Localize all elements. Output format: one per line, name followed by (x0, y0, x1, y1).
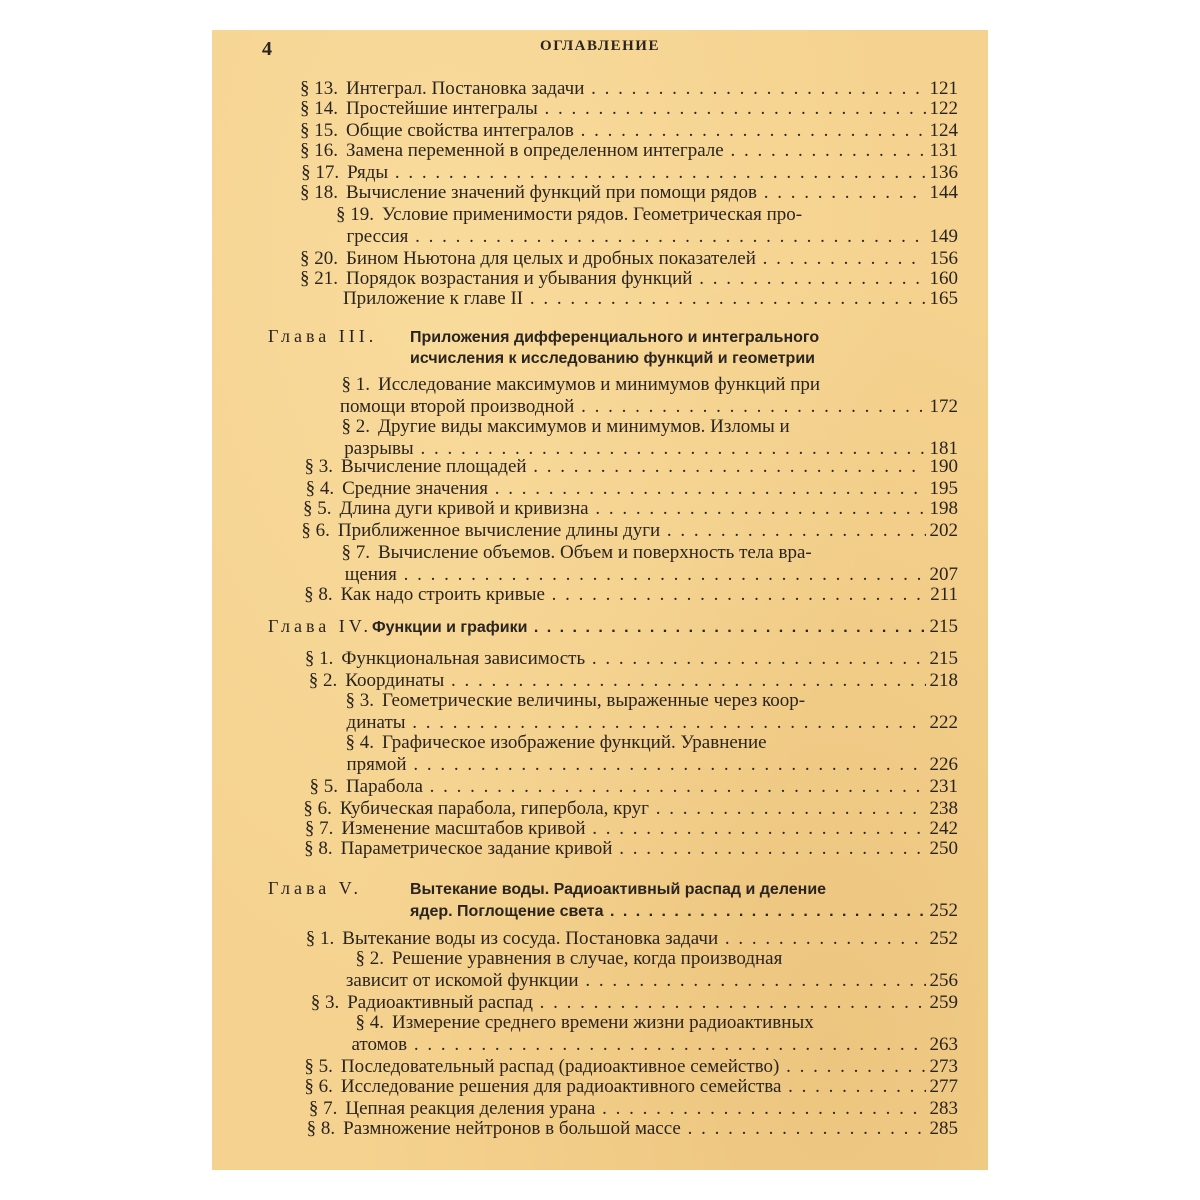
chapter-title: исчисления к исследованию функций и геометрии (410, 350, 815, 367)
toc-entry (300, 992, 958, 1013)
section-mark: § 6. (301, 520, 330, 541)
page-ref: 263 (929, 1034, 958, 1055)
chapter-title: Вытекание воды. Радиоактивный распад и деление (410, 881, 827, 898)
entry-title: Вытекание воды из сосуда. Постановка задачи . . . (334, 928, 925, 949)
entry-title: Функциональная зависимость . . . (333, 648, 925, 669)
section-mark: § 17. (301, 162, 340, 183)
entry-title: Размножение нейтронов в большой массе . . . (335, 1118, 925, 1139)
page-ref: 259 (929, 992, 958, 1013)
section-mark: § 4. (305, 478, 335, 499)
toc-entry-line (300, 690, 958, 711)
section-mark: § 16. (300, 140, 338, 161)
page-ref: 285 (929, 1118, 958, 1139)
entry-title: атомов . . . (343, 1034, 925, 1055)
toc-entry (300, 970, 958, 991)
entry-title: Измерение среднего времени жизни радиоактивных (392, 1012, 814, 1033)
toc-entry (300, 456, 958, 477)
entry-title: Другие виды максимумов и минимумов. Изломы и (378, 416, 790, 437)
toc-entry (300, 818, 958, 839)
toc-entry (300, 78, 958, 99)
section-mark: § 19. (336, 204, 374, 225)
entry-title: Приложение к главе II . . . (335, 288, 926, 309)
entry-title: Приближенное вычисление длины дуги . . . (330, 520, 926, 541)
page-ref: 273 (929, 1056, 958, 1077)
page-ref: 226 (929, 754, 958, 775)
entry-title: помощи второй производной . . . (332, 396, 926, 417)
page-ref: 222 (929, 712, 958, 733)
entry-title: Графическое изображение функций. Уравнение (382, 732, 767, 753)
page-ref: 231 (929, 776, 958, 797)
section-mark: § 1. (305, 928, 335, 949)
page-ref: 121 (929, 78, 958, 99)
page-ref: 198 (929, 498, 958, 519)
section-mark: § 7. (304, 818, 334, 839)
toc-entry (300, 98, 958, 119)
page-ref: 165 (929, 288, 958, 309)
section-mark: § 8. (304, 838, 333, 859)
entry-title: Кубическая парабола, гипербола, круг . . . (332, 798, 926, 819)
toc-entry (300, 1118, 958, 1139)
page-ref: 172 (929, 396, 958, 417)
entry-title: Вычисление значений функций при помощи рядов . . . (338, 182, 926, 203)
section-mark: § 6. (304, 1076, 333, 1097)
toc-entry (300, 712, 958, 733)
section-mark: § 20. (300, 248, 338, 269)
page-ref: 252 (929, 900, 958, 921)
page-ref: 131 (929, 140, 958, 161)
chapter-title: Функции и графики . . . (372, 617, 926, 638)
entry-title: Парабола . . . (338, 776, 926, 797)
entry-title: Исследование максимумов и минимумов функций при (378, 374, 821, 395)
page-ref: 190 (929, 456, 958, 477)
entry-title: прямой . . . (339, 754, 926, 775)
section-mark: § 7. (308, 1098, 338, 1119)
toc-entry-line (300, 204, 958, 225)
page-ref: 277 (929, 1076, 958, 1097)
entry-title: Длина дуги кривой и кривизна . . . (332, 498, 926, 519)
toc-entry-line (300, 948, 958, 969)
section-mark: § 21. (300, 268, 338, 289)
toc-entry (300, 584, 958, 605)
section-mark: § 1. (304, 648, 334, 669)
page-ref: 122 (929, 98, 958, 119)
toc-entry (300, 1034, 958, 1055)
page-ref: 207 (929, 564, 958, 585)
toc-entry-line (300, 1012, 958, 1033)
entry-title: Решение уравнения в случае, когда производная (392, 948, 783, 969)
toc-entry (300, 288, 958, 309)
entry-title: Радиоактивный распад . . . (339, 992, 925, 1013)
page-ref: 160 (929, 268, 958, 289)
page-ref: 144 (929, 182, 958, 203)
toc-entry (300, 120, 958, 141)
entry-title: динаты . . . (339, 712, 926, 733)
page-ref: 195 (929, 478, 958, 499)
toc-entry (300, 1076, 958, 1097)
toc-entry (300, 248, 958, 269)
toc-entry (300, 498, 958, 519)
entry-title: Средние значения . . . (334, 478, 925, 499)
toc-entry (300, 1056, 958, 1077)
entry-title: Ряды . . . (339, 162, 925, 183)
toc-entry (300, 754, 958, 775)
section-mark: § 7. (341, 542, 370, 563)
section-mark: § 13. (300, 78, 338, 99)
entry-title: щения . . . (337, 564, 926, 585)
toc-entry (300, 564, 958, 585)
page-ref: 252 (929, 928, 958, 949)
toc-entry (300, 182, 958, 203)
page-ref: 124 (929, 120, 958, 141)
page-ref: 181 (929, 438, 958, 459)
entry-title: Простейшие интегралы . . . (338, 98, 926, 119)
entry-title: Интеграл. Постановка задачи . . . (338, 78, 926, 99)
toc-entry (300, 1098, 958, 1119)
page-ref: 218 (929, 670, 958, 691)
entry-title: Цепная реакция деления урана . . . (337, 1098, 925, 1119)
entry-title: грессия . . . (338, 226, 925, 247)
section-mark: § 3. (310, 992, 340, 1013)
section-mark: § 8. (306, 1118, 336, 1139)
section-mark: § 2. (355, 948, 384, 969)
toc-entry-line (300, 732, 958, 753)
section-mark: § 14. (300, 98, 338, 119)
entry-title: Как надо строить кривые . . . (333, 584, 927, 605)
toc-entry (300, 268, 958, 289)
toc-entry (300, 140, 958, 161)
chapter-heading (268, 878, 958, 900)
page-ref: 156 (929, 248, 958, 269)
toc-entry-line (300, 416, 958, 437)
section-mark: § 4. (345, 732, 374, 753)
entry-title: Изменение масштабов кривой . . . (333, 818, 925, 839)
toc-entry (300, 520, 958, 541)
entry-title: зависит от искомой функции . . . (338, 970, 926, 991)
chapter-label: Глава III. (268, 326, 378, 346)
toc-entry (300, 226, 958, 247)
page-ref: 202 (929, 520, 958, 541)
chapter-title: Приложения дифференциального и интегрального (410, 329, 820, 346)
toc-entry (300, 928, 958, 949)
entry-title: Общие свойства интегралов . . . (338, 120, 926, 141)
page-ref: 256 (929, 970, 958, 991)
section-mark: § 15. (300, 120, 338, 141)
page-ref: 242 (929, 818, 958, 839)
entry-title: Бином Ньютона для целых и дробных показателей . . . (338, 248, 926, 269)
page-ref: 211 (930, 584, 958, 605)
chapter-title: ядер. Поглощение света . . . (410, 901, 926, 922)
toc-entry (300, 648, 958, 669)
section-mark: § 1. (341, 374, 370, 395)
entry-title: Геометрические величины, выраженные через коор- (382, 690, 806, 711)
entry-title: Порядок возрастания и убывания функций . . . (338, 268, 926, 289)
page-ref: 149 (929, 226, 958, 247)
section-mark: § 8. (304, 584, 333, 605)
section-mark: § 18. (300, 182, 338, 203)
toc-entry-line (300, 374, 958, 395)
running-title: ОГЛАВЛЕНИЕ (540, 38, 660, 54)
chapter-heading (410, 900, 958, 922)
section-mark: § 5. (304, 1056, 333, 1077)
section-mark: § 2. (341, 416, 370, 437)
toc-entry (300, 478, 958, 499)
toc-entry (300, 670, 958, 691)
section-mark: § 4. (355, 1012, 384, 1033)
page-ref: 215 (929, 616, 958, 637)
entry-title: Вычисление объемов. Объем и поверхность тела вра- (378, 542, 812, 563)
chapter-heading (268, 616, 958, 638)
toc-entry (300, 396, 958, 417)
entry-title: Условие применимости рядов. Геометрическая про- (382, 204, 803, 225)
chapter-heading (268, 326, 958, 348)
entry-title: Замена переменной в определенном интеграле . . . (338, 140, 926, 161)
page-ref: 250 (929, 838, 958, 859)
toc-entry-line (300, 542, 958, 563)
entry-title: Вычисление площадей . . . (333, 456, 925, 477)
entry-title: Координаты . . . (337, 670, 925, 691)
page-ref: 238 (929, 798, 958, 819)
page-ref: 215 (929, 648, 958, 669)
entry-title: Последовательный распад (радиоактивное семейство) . . . (333, 1056, 926, 1077)
page-ref: 136 (929, 162, 958, 183)
page-number: 4 (262, 38, 272, 60)
toc-entry (300, 798, 958, 819)
section-mark: § 3. (304, 456, 334, 477)
entry-title: разрывы . . . (336, 438, 925, 459)
section-mark: § 3. (345, 690, 374, 711)
section-mark: § 2. (308, 670, 338, 691)
toc-entry (300, 838, 958, 859)
toc-entry (300, 162, 958, 183)
section-mark: § 5. (309, 776, 338, 797)
chapter-label: Глава IV. (268, 616, 372, 636)
entry-title: Параметрическое задание кривой . . . (333, 838, 926, 859)
page-ref: 283 (929, 1098, 958, 1119)
section-mark: § 5. (303, 498, 332, 519)
chapter-label: Глава V. (268, 878, 362, 898)
toc-entry (300, 776, 958, 797)
chapter-heading (410, 348, 958, 369)
section-mark: § 6. (303, 798, 332, 819)
entry-title: Исследование решения для радиоактивного семейства . . . (333, 1076, 926, 1097)
